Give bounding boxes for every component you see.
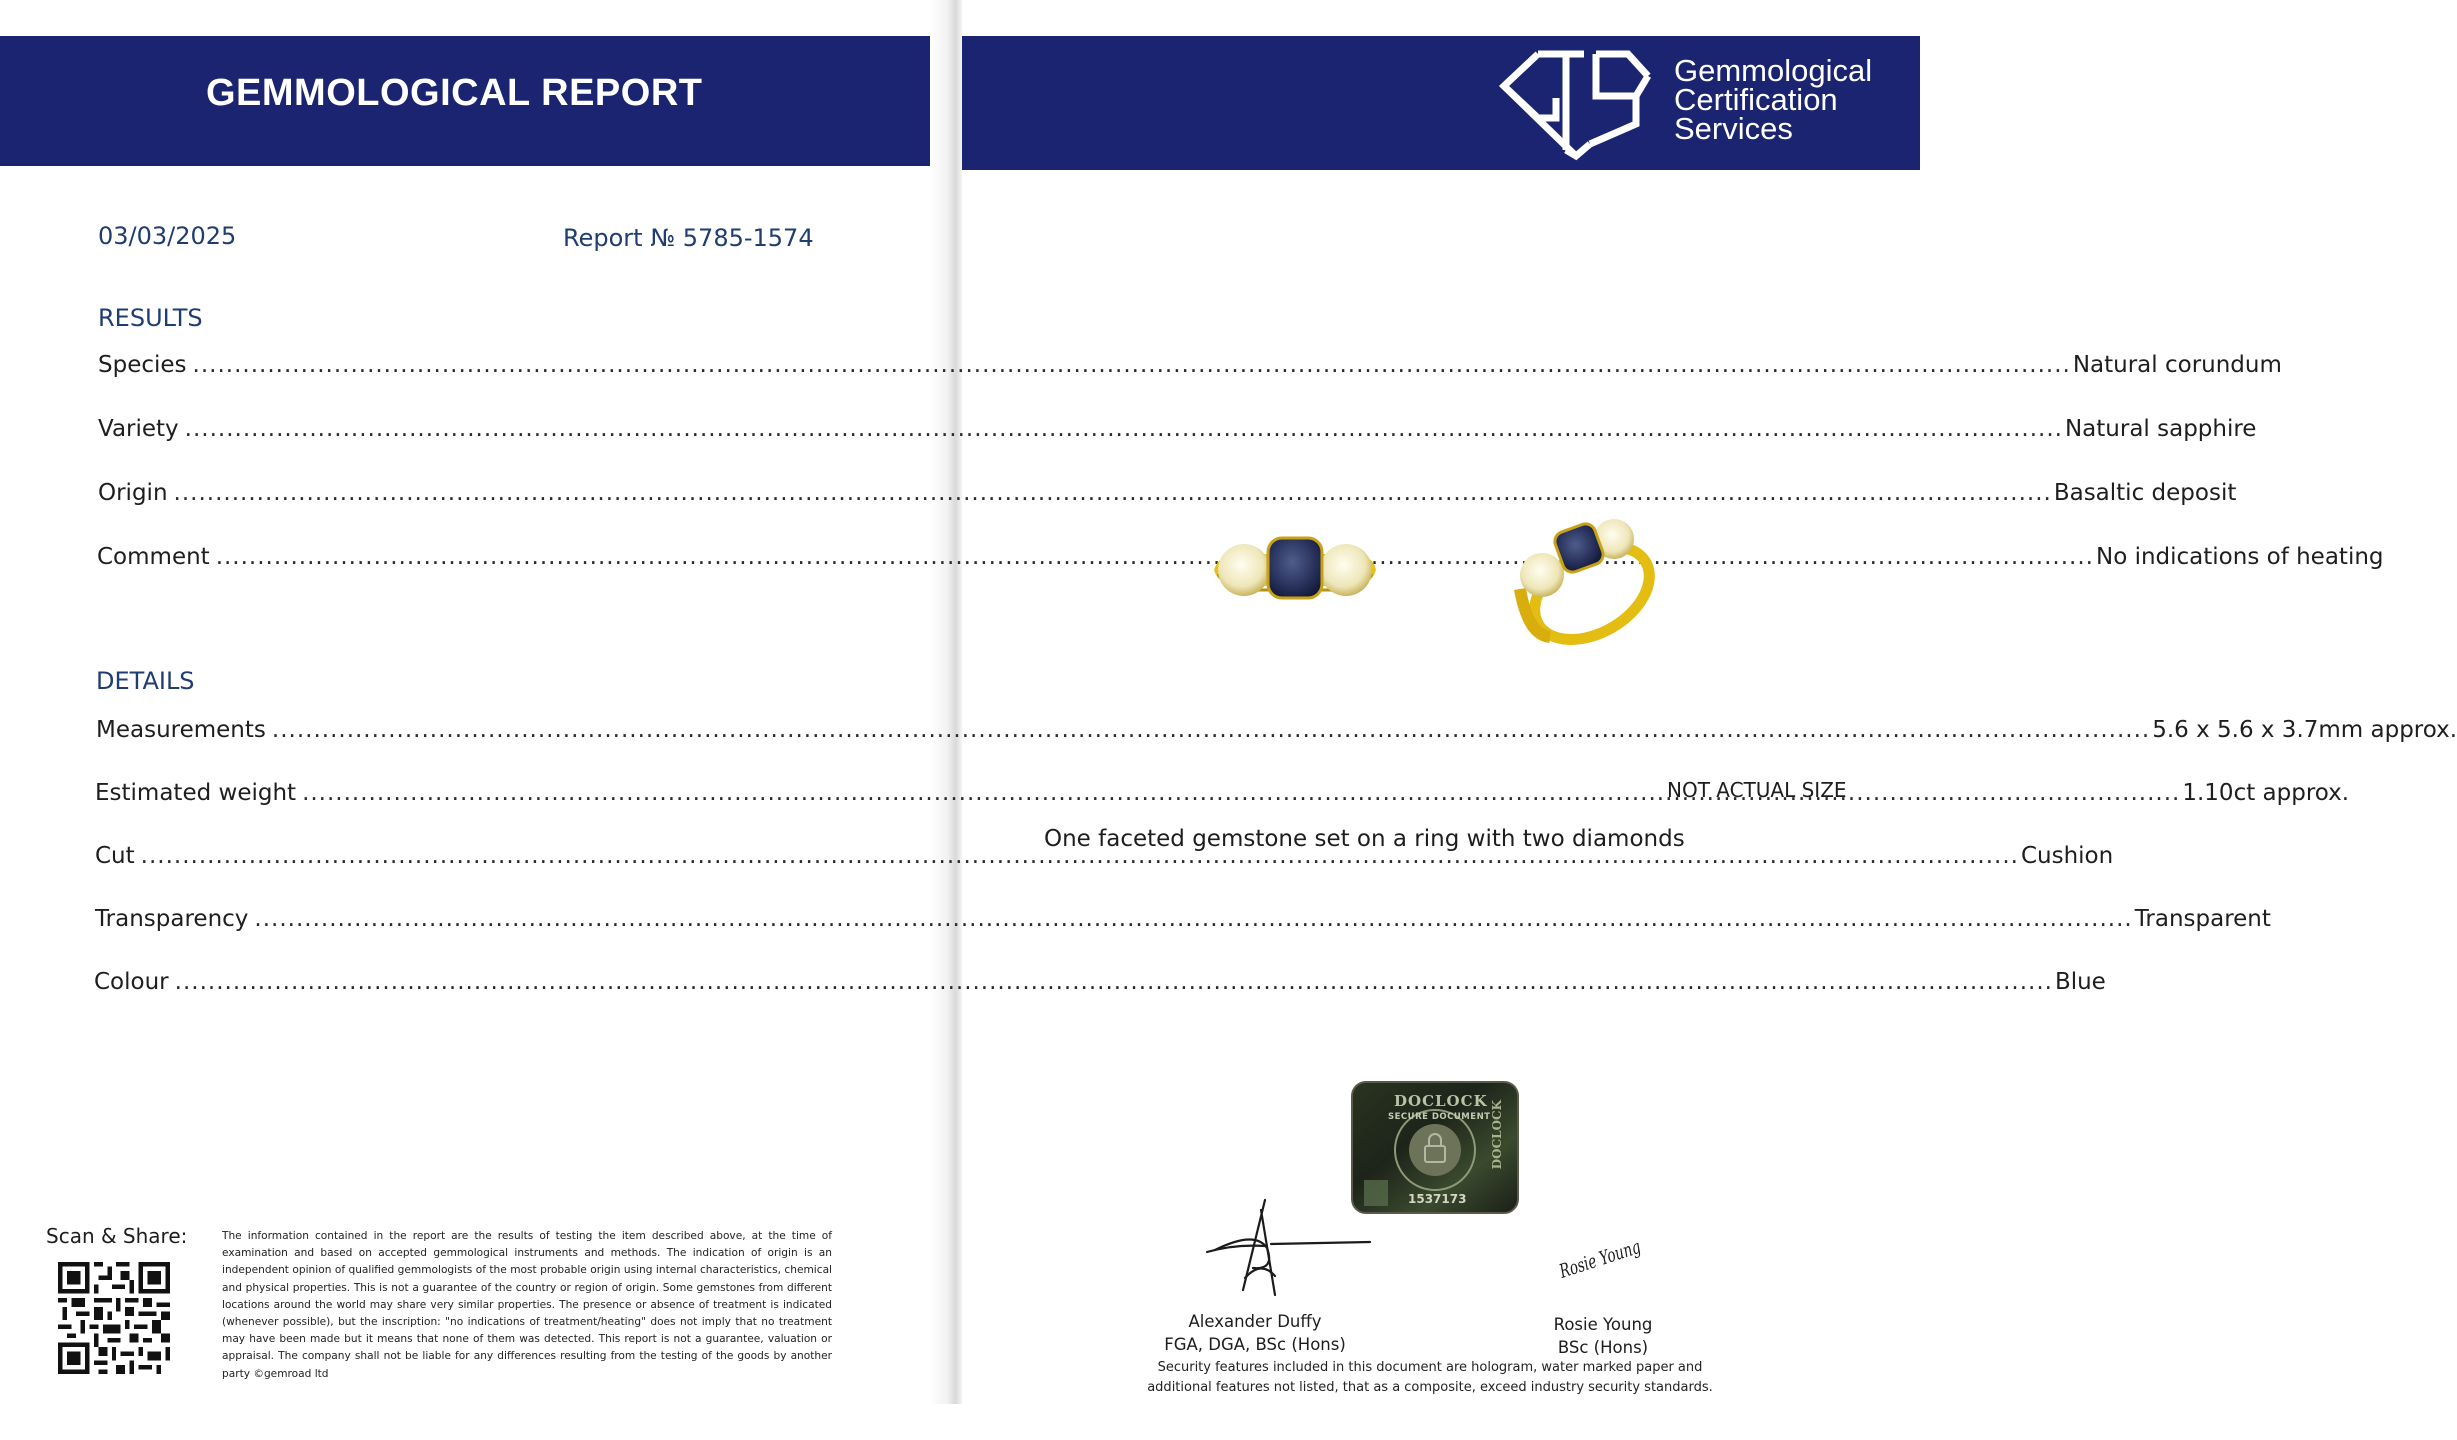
result-row-variety: Variety ..... Natural sapphire: [98, 416, 808, 442]
result-row-comment: Comment ..... No indications of heating: [97, 544, 807, 570]
detail-row-colour: Colour ..... Blue: [94, 969, 803, 995]
svg-text:Rosie Young: Rosie Young: [1556, 1225, 1676, 1283]
scan-share-label: Scan & Share:: [46, 1224, 188, 1248]
report-date: 03/03/2025: [98, 222, 237, 250]
results-heading: RESULTS: [98, 304, 203, 332]
detail-row-cut: Cut ..... Cushion: [95, 843, 804, 869]
result-row-species: Species ..... Natural corundum: [98, 352, 808, 378]
detail-row-measurements: Measurements ..... 5.6 x 5.6 x 3.7mm approx.: [96, 717, 805, 743]
result-row-origin: Origin ..... Basaltic deposit: [98, 480, 807, 506]
disclaimer-text: The information contained in the report are the results of testing the item described above, at the time of examination and based on accepted gemmological instruments and methods. The indication of origin is an independent opinion of qualified gemmologists of the most probable origin using internal characteristics, chemical and physical properties. This is not a guarantee of the country or region of origin. Some gemstones from different locations around the world may share very similar properties. The presence or absence of treatment is indicated (whenever possible), but the inscription: "no indications of treatment/heating" does not imply that no treatment may have been made but it means that none of them was detected. This report is not a guarantee, valuation or appraisal. The company shall not be liable for any differences resulting from the testing of the goods by another party ©gemroad ltd: [222, 1230, 832, 1380]
signer-alexander-duffy: Alexander Duffy FGA, DGA, BSc (Hons): [1164, 1312, 1346, 1354]
report-number: Report № 5785-1574: [563, 224, 814, 252]
ring-angled-view: [1510, 505, 1660, 650]
not-actual-size-label: NOT ACTUAL SIZE: [1667, 778, 1847, 802]
page-fold: [930, 0, 962, 1408]
item-description: One faceted gemstone set on a ring with two diamonds: [1044, 826, 1685, 852]
report-title: GEMMOLOGICAL REPORT: [206, 72, 703, 114]
signature-rosie-young: [1556, 1225, 1676, 1316]
gcs-logo-icon: [1496, 44, 1656, 162]
detail-row-weight: Estimated weight ..... 1.10ct approx.: [95, 780, 805, 806]
signer-rosie-young: Rosie Young BSc (Hons): [1553, 1315, 1653, 1357]
brand-name: Gemmological Certification Services: [1674, 53, 1873, 146]
security-note: Security features included in this document are hologram, water marked paper and additional features not listed, that as a composite, exceed industry security standards.: [1147, 1360, 1713, 1395]
hologram-brand: DOCLOCK: [1394, 1092, 1488, 1110]
signature-alexander-duffy: [1205, 1190, 1375, 1300]
hologram-serial: 1537173: [1408, 1192, 1467, 1206]
detail-row-transparency: Transparency ..... Transparent: [95, 906, 804, 932]
qr-code-icon[interactable]: [58, 1262, 170, 1374]
details-heading: DETAILS: [96, 667, 195, 695]
ring-front-view: [1210, 520, 1380, 620]
doclock-hologram: [1350, 1080, 1520, 1215]
hologram-side-brand: DOCLOCK: [1490, 1100, 1504, 1170]
page-bottom-margin: [0, 1404, 1920, 1440]
hologram-text: SECURE DOCUMENT: [1388, 1112, 1491, 1122]
